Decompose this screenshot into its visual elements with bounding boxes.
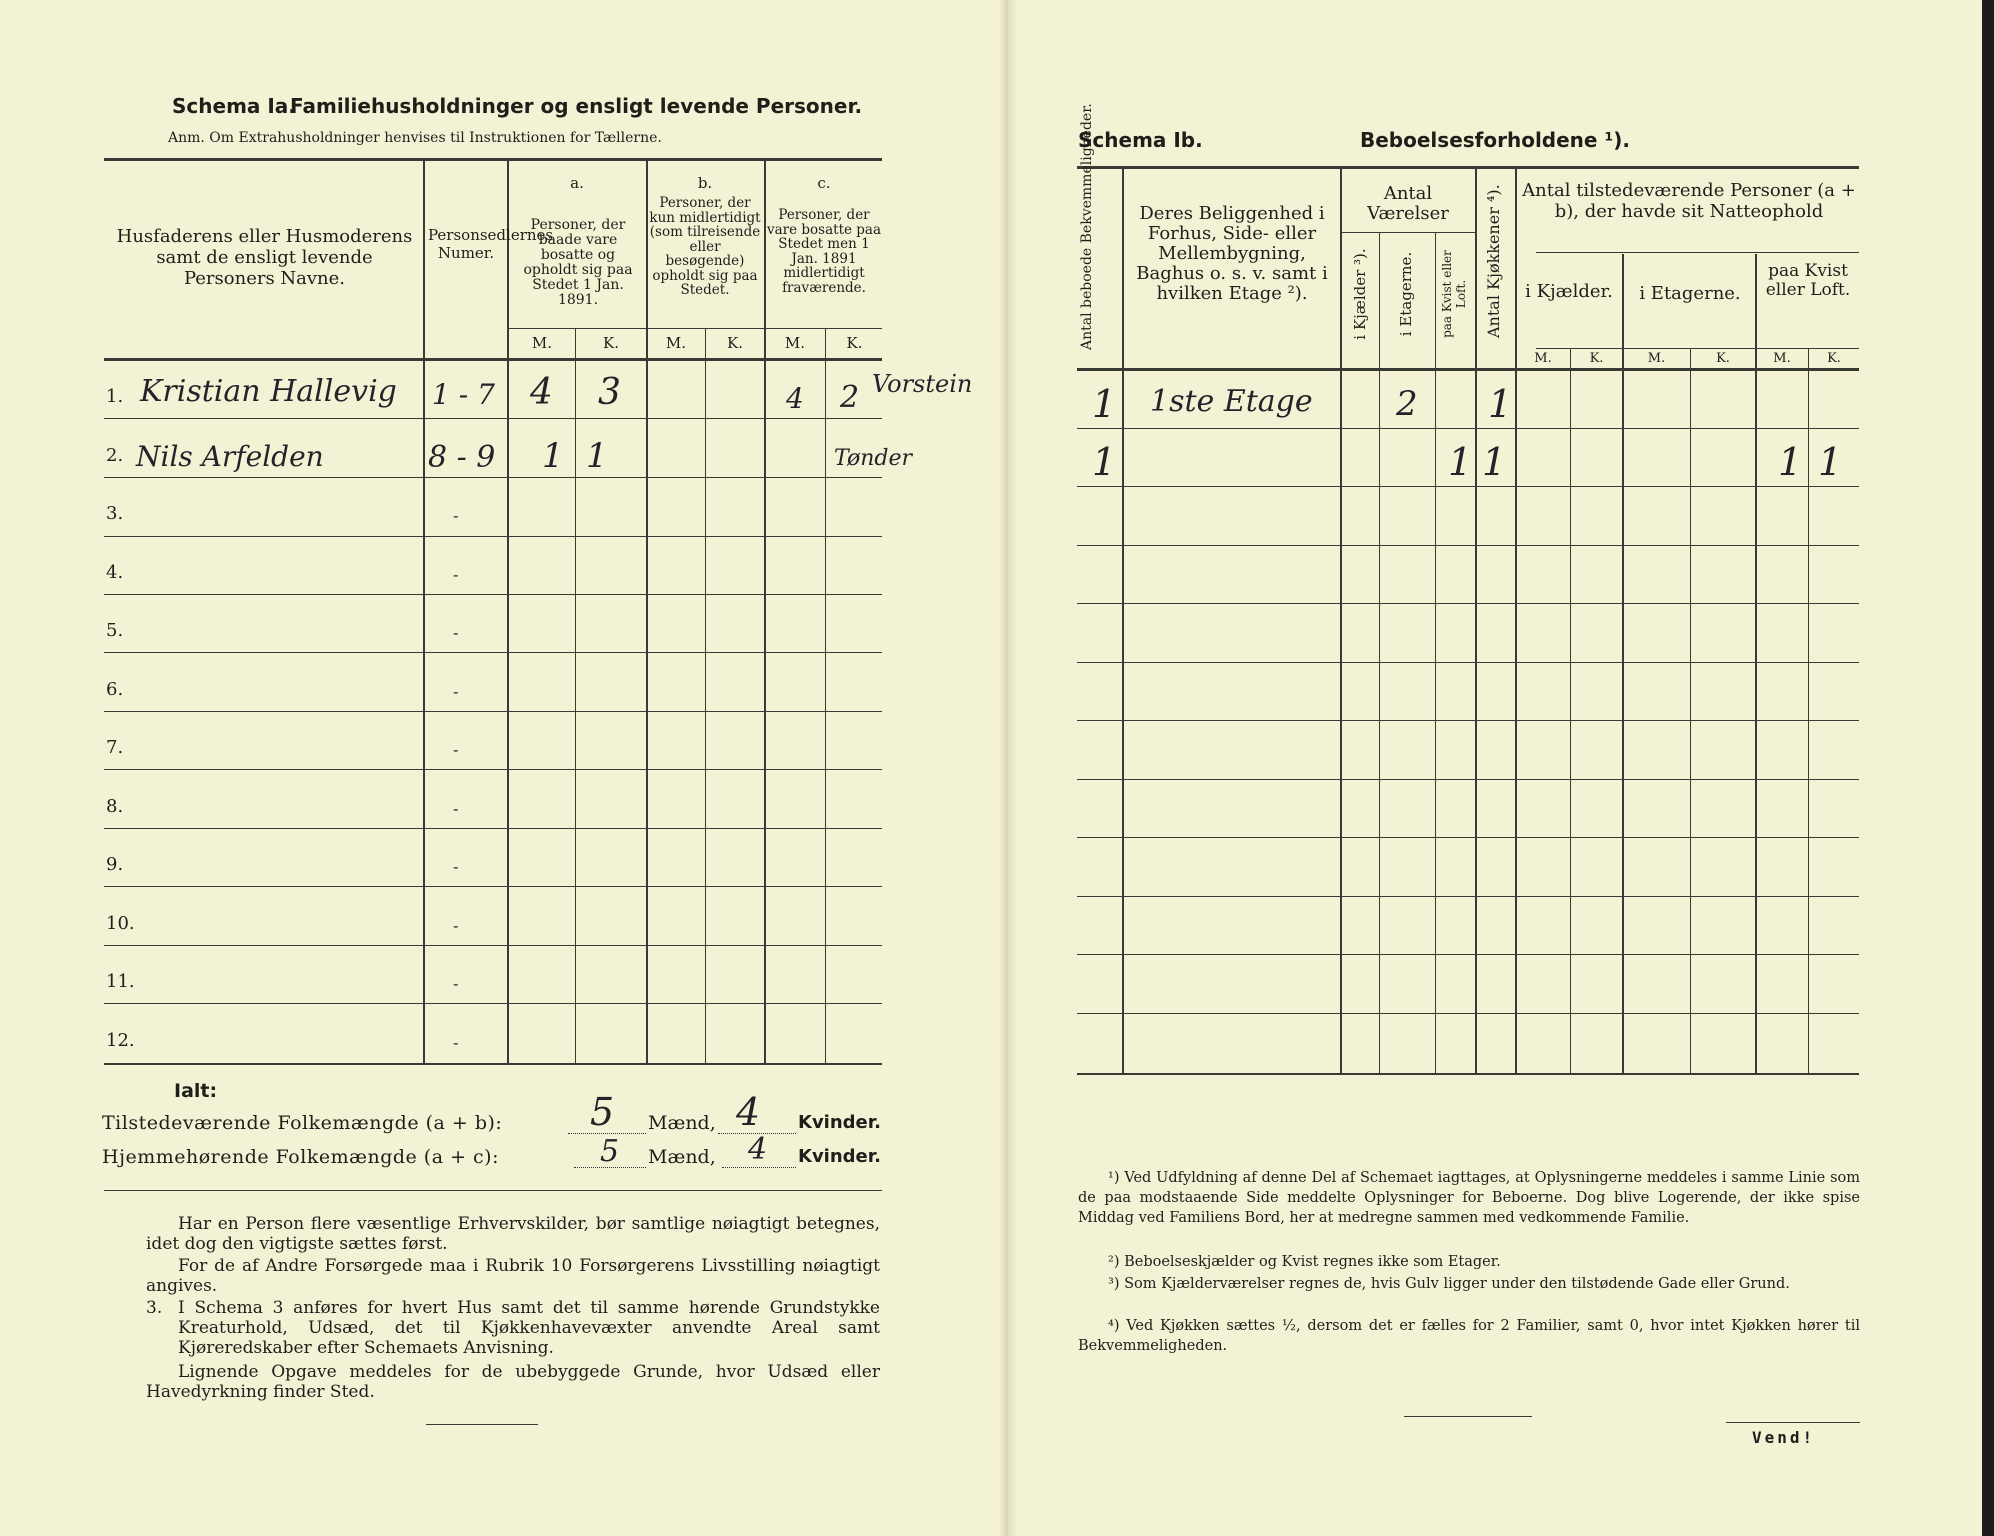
kv-m-value: 1 — [1778, 440, 1803, 484]
etagerne-value: 2 — [1396, 384, 1418, 424]
row-line — [104, 594, 882, 595]
row-number: 4. — [106, 562, 124, 583]
sedler-dash: - — [453, 506, 459, 525]
kj-m-label: M. — [1534, 351, 1552, 366]
vaerelser-sub-rule — [1341, 232, 1475, 233]
instruction-1: Har en Person flere væsentlige Erhvervskilder, bør samtlige nøiagtigt betegnes, idet dog den vigtigste sættes først. — [146, 1214, 880, 1254]
vline — [1475, 168, 1477, 1074]
sub-etagerne: i Etagerne. — [1639, 283, 1741, 304]
kj-k-label: K. — [1589, 351, 1604, 366]
c-m-label: M. — [784, 334, 806, 352]
table-top-rule — [1077, 166, 1859, 169]
tilstede-m-value: 5 — [590, 1090, 615, 1134]
kjokken-value: 1 — [1488, 382, 1513, 426]
header-b-letter: b. — [697, 174, 713, 192]
sedler-dash: - — [453, 1033, 459, 1052]
header-bekv: Antal beboede Bekvemmeligheder. — [1079, 103, 1095, 350]
row-line — [104, 886, 882, 887]
header-names: Husfaderens eller Husmoderens samt de ensligt levende Personers Navne. — [116, 226, 413, 289]
footnote-3: ³) Som Kjælderværelser regnes de, hvis Gulv ligger under den tilstødende Gade eller Grund. — [1108, 1276, 1790, 1292]
row-line — [1077, 428, 1859, 429]
hjemme-k-value: 4 — [748, 1132, 768, 1167]
household-name: Kristian Hallevig — [140, 374, 397, 409]
end-rule — [426, 1424, 538, 1425]
row-number: 10. — [106, 913, 135, 934]
maend-label: Mænd, — [648, 1112, 716, 1134]
row-number: 5. — [106, 620, 124, 641]
header-a: Personer, der baade vare bosatte og opholdt sig paa Stedet 1 Jan. 1891. — [523, 217, 633, 308]
short-rule — [1404, 1416, 1532, 1417]
row-line — [1077, 545, 1859, 546]
hjemme-label: Hjemmehørende Folkemængde (a + c): — [102, 1146, 499, 1168]
vline-names — [423, 160, 425, 1065]
location-note: Vorstein — [872, 370, 973, 398]
row-line — [1077, 896, 1859, 897]
sedler-dash: - — [453, 623, 459, 642]
footnote-2: ²) Beboelseskjælder og Kvist regnes ikke som Etager. — [1108, 1254, 1501, 1270]
sedler-dash: - — [453, 799, 459, 818]
row-number: 2. — [106, 445, 124, 466]
header-bottom-rule — [1077, 368, 1859, 371]
row-line — [104, 536, 882, 537]
row-line — [104, 711, 882, 712]
instruction-2: For de af Andre Forsørgede maa i Rubrik 10 Forsørgerens Livsstilling nøiagtigt angives. — [146, 1256, 880, 1296]
row-line — [1077, 1013, 1859, 1014]
vline — [1379, 232, 1380, 1074]
row-line — [1077, 720, 1859, 721]
sedler-dash: - — [453, 857, 459, 876]
vline — [1122, 168, 1124, 1074]
c-k-label: K. — [846, 334, 863, 352]
sedler-dash: - — [453, 682, 459, 701]
row-line — [1077, 603, 1859, 604]
kvinder-label: Kvinder. — [798, 1146, 881, 1167]
row-number: 12. — [106, 1030, 135, 1051]
vline — [1690, 348, 1691, 1074]
vend-rule — [1726, 1422, 1860, 1423]
c-k-value: 2 — [840, 380, 860, 415]
a-k-value: 3 — [598, 372, 621, 413]
sedler-number: 1 - 7 — [432, 378, 495, 411]
instruction-3-number: 3. — [146, 1298, 163, 1318]
footnote-4: ⁴) Ved Kjøkken sættes ½, dersom det er fælles for 2 Familier, samt 0, hvor intet Kjøkken hører til Bekvemmeligheden. — [1078, 1318, 1860, 1354]
instruction-3: I Schema 3 anføres for hvert Hus samt det til samme hørende Grundstykke Kreaturhold, Udsæd, det til Kjøkkenhavevæxter anvendte Areal samt Kjøreredskaber efter Schemaets Anvisning. — [178, 1298, 880, 1358]
scan-edge — [1982, 0, 1994, 1536]
row-line — [104, 828, 882, 829]
row-line — [1077, 486, 1859, 487]
a-m-value: 4 — [530, 372, 553, 413]
kv-k-label: K. — [1827, 351, 1841, 366]
instruction-4: Lignende Opgave meddeles for de ubebyggede Grunde, hvor Udsæd eller Havedyrkning finder Sted. — [146, 1362, 880, 1402]
schema-ib-title: Beboelsesforholdene ¹). — [1360, 128, 1630, 152]
table-bottom-rule — [1077, 1073, 1859, 1075]
row-number: 1. — [106, 386, 124, 407]
schema-ia-label: Schema Ia. — [172, 94, 296, 118]
row-line — [104, 769, 882, 770]
row-number: 8. — [106, 796, 124, 817]
c-m-value: 4 — [786, 382, 804, 415]
table-bottom-rule — [104, 1063, 882, 1065]
vline — [1570, 348, 1571, 1074]
row-line — [1077, 837, 1859, 838]
header-vaerelser: Antal Værelser — [1367, 183, 1449, 224]
header-c: Personer, der vare bosatte paa Stedet men 1 Jan. 1891 midlertidigt fraværende. — [766, 207, 882, 296]
household-name: Nils Arfelden — [136, 440, 324, 473]
sedler-dash: - — [453, 974, 459, 993]
a-k-value: 1 — [586, 436, 608, 476]
kvist-value: 1 — [1448, 440, 1473, 484]
footnote-1: ¹) Ved Udfyldning af denne Del af Schemaet iagttages, at Oplysningerne meddeles i samme Linie som de paa modstaaende Side meddelte Oplysninger for Beboerne. Dog blive Logerende, der ikke spise Middag ved Familiens Bord, her at medregne sammen med vedkommende Familie. — [1078, 1170, 1860, 1226]
row-line — [104, 652, 882, 653]
maend-label: Mænd, — [648, 1146, 716, 1168]
mk-rule — [1536, 348, 1859, 349]
bekv-value: 1 — [1092, 440, 1117, 484]
sedler-dash: - — [453, 565, 459, 584]
row-line — [104, 945, 882, 946]
header-etagerne: i Etagerne. — [1397, 251, 1415, 337]
sedler-dash: - — [453, 740, 459, 759]
row-number: 11. — [106, 971, 135, 992]
kvinder-label: Kvinder. — [798, 1112, 881, 1133]
hjemme-m-value: 5 — [600, 1134, 620, 1169]
personer-sub-rule — [1536, 252, 1859, 253]
vline-a-mk — [575, 328, 576, 1065]
sub-kjaelder: i Kjælder. — [1525, 281, 1613, 302]
totals-rule — [104, 1190, 882, 1191]
vline — [1515, 168, 1517, 1074]
row-line — [104, 477, 882, 478]
kjokken-value: 1 — [1482, 440, 1507, 484]
header-b: Personer, der kun midlertidigt (som tilreisende eller besøgende) opholdt sig paa Stedet. — [649, 195, 761, 298]
vline-sedler — [507, 160, 509, 1065]
bekv-value: 1 — [1092, 382, 1117, 426]
vline-c-mk — [825, 328, 826, 1065]
row-number: 6. — [106, 679, 124, 700]
row-number: 3. — [106, 503, 124, 524]
header-c-letter: c. — [817, 174, 831, 192]
vend-label: Vend! — [1752, 1428, 1816, 1447]
tilstede-label: Tilstedeværende Folkemængde (a + b): — [102, 1112, 503, 1134]
sedler-number: 8 - 9 — [428, 440, 496, 475]
vline-b-mk — [705, 328, 706, 1065]
page-fold — [1000, 0, 1016, 1536]
row-line — [1077, 662, 1859, 663]
header-sedler: Personsedlernes Numer. — [428, 226, 554, 262]
header-beliggenhed: Deres Beliggenhed i Forhus, Side- eller Mellembygning, Baghus o. s. v. samt i hvilken Etage ²). — [1136, 203, 1328, 304]
header-personer: Antal tilstedeværende Personer (a + b), der havde sit Natteophold — [1522, 180, 1856, 222]
schema-ia-title: Familiehusholdninger og ensligt levende Personer. — [290, 94, 863, 118]
header-kvist: paa Kvist eller Loft. — [1440, 250, 1468, 338]
kv-m-label: M. — [1773, 351, 1791, 366]
et-k-label: K. — [1716, 351, 1730, 366]
a-m-value: 1 — [542, 436, 564, 476]
b-m-label: M. — [665, 334, 687, 352]
tilstede-k-value: 4 — [736, 1090, 761, 1134]
kv-k-value: 1 — [1818, 440, 1843, 484]
vline — [1622, 254, 1624, 1074]
header-kjokkener: Antal Kjøkkener ⁴). — [1484, 184, 1503, 338]
vline — [1755, 254, 1757, 1074]
header-kjaelder: i Kjælder ³). — [1351, 248, 1369, 340]
ialt-label: Ialt: — [174, 1080, 218, 1102]
row-number: 9. — [106, 854, 124, 875]
row-line — [104, 418, 882, 419]
vline-b — [764, 160, 766, 1065]
beliggenhed-value: 1ste Etage — [1150, 384, 1313, 419]
row-number: 7. — [106, 737, 124, 758]
anm-note: Anm. Om Extrahusholdninger henvises til Instruktionen for Tællerne. — [168, 130, 662, 146]
sub-kvist: paa Kvist eller Loft. — [1765, 261, 1851, 300]
header-a-letter: a. — [570, 174, 584, 192]
b-k-label: K. — [727, 334, 743, 352]
et-m-label: M. — [1647, 351, 1666, 366]
vline — [1808, 348, 1809, 1074]
vline — [1340, 168, 1342, 1074]
row-line — [1077, 954, 1859, 955]
a-m-label: M. — [531, 334, 553, 352]
row-line — [104, 1003, 882, 1004]
sedler-dash: - — [453, 916, 459, 935]
vline — [1435, 232, 1436, 1074]
a-k-label: K. — [603, 334, 619, 352]
schema-ib-label: Schema Ib. — [1078, 128, 1203, 152]
row-line — [1077, 779, 1859, 780]
location-note: Tønder — [834, 446, 912, 471]
